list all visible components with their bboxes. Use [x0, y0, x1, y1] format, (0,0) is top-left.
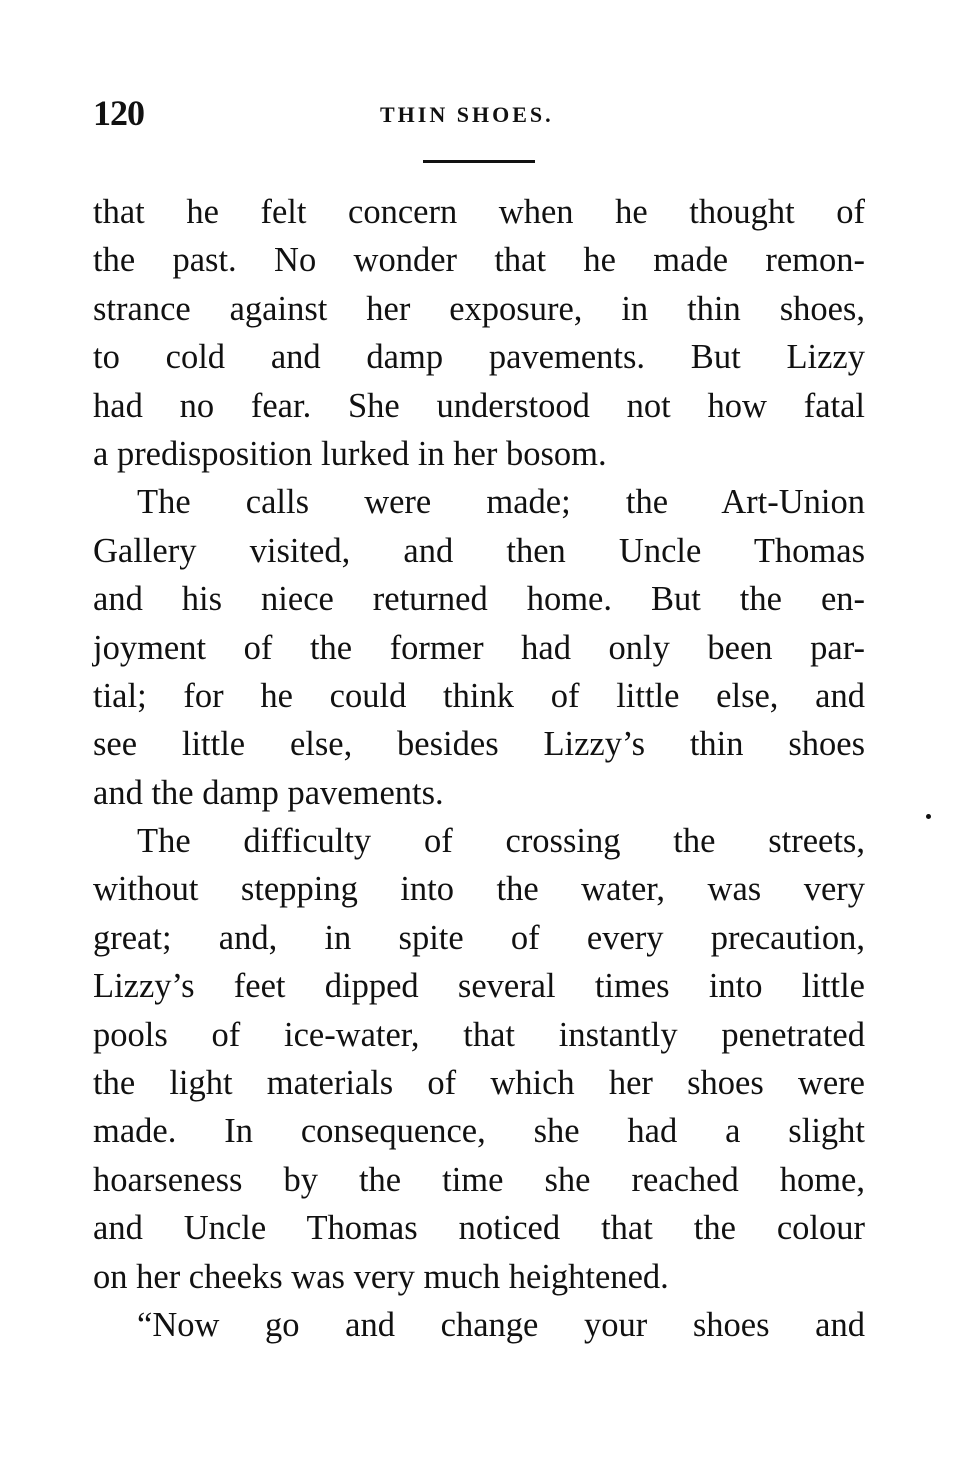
text-line: a predisposition lurked in her bosom. [93, 434, 607, 473]
ink-speck [926, 814, 931, 819]
running-title: THIN SHOES. [380, 102, 554, 127]
text-line: the past. No wonder that he made remon- [93, 241, 865, 280]
text-line: and his niece returned home. But the en- [93, 580, 865, 619]
text-line: Gallery visited, and then Uncle Thomas [93, 531, 865, 570]
text-line: and the damp pavements. [93, 773, 444, 812]
paragraph-start-line: The difficulty of crossing the streets, [137, 822, 865, 861]
text-line: see little else, besides Lizzy’s thin shoes [93, 725, 865, 764]
text-line: had no fear. She understood not how fatal [93, 386, 865, 425]
text-line: joyment of the former had only been par- [93, 628, 865, 667]
text-line: made. In consequence, she had a slight [93, 1112, 865, 1151]
running-head [93, 92, 865, 142]
text-line: pools of ice-water, that instantly penetrated [93, 1015, 865, 1054]
text-line: tial; for he could think of little else, and [93, 676, 865, 715]
text-line: and Uncle Thomas noticed that the colour [93, 1209, 865, 1248]
text-line: that he felt concern when he thought of [93, 193, 865, 231]
text-line: the light materials of which her shoes were [93, 1064, 865, 1103]
body-text [93, 188, 865, 1349]
page-number: 120 [93, 93, 144, 133]
text-line: hoarseness by the time she reached home, [93, 1160, 865, 1199]
header-rule [423, 160, 535, 163]
text-line: without stepping into the water, was very [93, 870, 865, 909]
paragraph-start-line: “Now go and change your shoes and [137, 1305, 865, 1344]
text-line: Lizzy’s feet dipped several times into little [93, 967, 865, 1006]
paragraph-start-line: The calls were made; the Art-Union [137, 483, 865, 522]
text-line: to cold and damp pavements. But Lizzy [93, 338, 865, 377]
text-line: strance against her exposure, in thin shoes, [93, 289, 865, 328]
text-line: on her cheeks was very much heightened. [93, 1257, 669, 1296]
text-line: great; and, in spite of every precaution, [93, 918, 865, 957]
